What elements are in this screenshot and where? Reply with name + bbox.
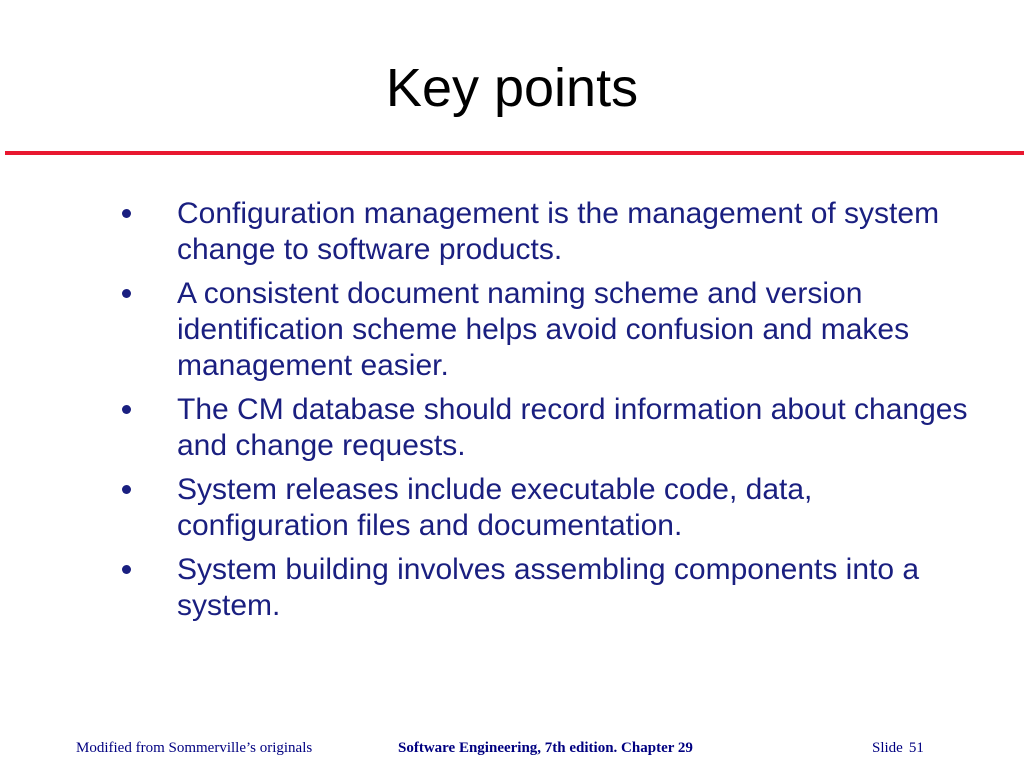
bullet-dot-icon <box>122 209 131 218</box>
footer-book-title: Software Engineering, 7th edition. Chapter 29 <box>398 740 693 756</box>
bullet-dot-icon <box>122 485 131 494</box>
bullet-item <box>122 472 982 544</box>
footer-attribution: Modified from Sommerville’s originals <box>76 740 313 756</box>
bullet-text: System building involves assembling components into a system. <box>177 553 920 622</box>
bullet-list <box>122 196 982 632</box>
bullet-item <box>122 196 982 268</box>
bullet-item <box>122 552 982 624</box>
bullet-dot-icon <box>122 565 131 574</box>
bullet-text: A consistent document naming scheme and version identification scheme helps avoid confusion and makes management easier. <box>177 277 910 382</box>
slide-title: Key points <box>385 58 639 118</box>
footer-slide-number <box>872 738 924 758</box>
bullet-text: Configuration management is the management of system change to software products. <box>177 197 940 266</box>
slide-number: 51 <box>908 740 924 756</box>
bullet-dot-icon <box>122 405 131 414</box>
bullet-text: The CM database should record information about changes and change requests. <box>177 393 968 462</box>
slide-label: Slide <box>872 740 903 756</box>
bullet-dot-icon <box>122 289 131 298</box>
title-divider <box>5 151 1024 155</box>
bullet-item <box>122 392 982 464</box>
bullet-item <box>122 276 982 384</box>
bullet-text: System releases include executable code, data, configuration files and documentation. <box>177 473 813 542</box>
